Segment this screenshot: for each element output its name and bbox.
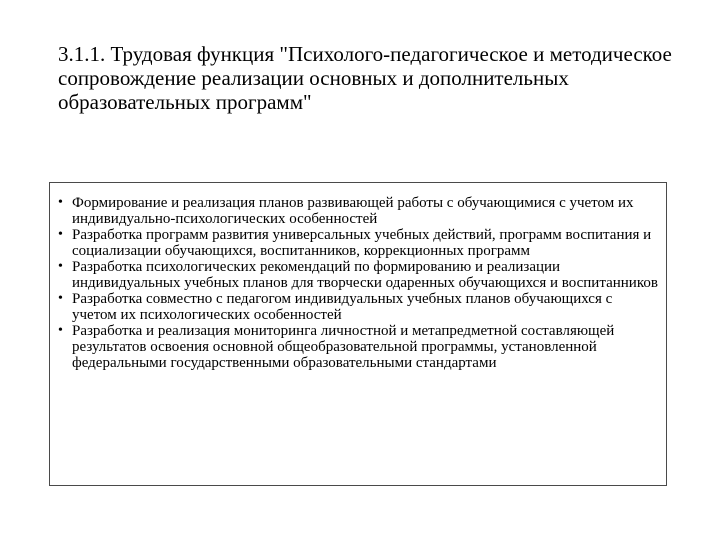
bullet-item-1: • Формирование и реализация планов развивающей работы с обучающимися с учетом их индивидуально-психологических особенностей	[58, 195, 660, 227]
slide-title: 3.1.1. Трудовая функция "Психолого-педагогическое и методическое сопровождение реализации основных и дополнительных образовательных программ"	[58, 42, 672, 114]
bullet-item-5: • Разработка и реализация мониторинга личностной и метапредметной составляющей результатов освоения основной общеобразовательной программы, установленной федеральными государственными образовательными стандартами	[58, 323, 660, 371]
bullet-item-3: • Разработка психологических рекомендаций по формированию и реализации индивидуальных учебных планов для творчески одаренных обучающихся и воспитанников	[58, 259, 660, 291]
bullet-item-4: • Разработка совместно с педагогом индивидуальных учебных планов обучающихся с учетом их психологических особенностей	[58, 291, 660, 323]
bullet-item-2: • Разработка программ развития универсальных учебных действий, программ воспитания и социализации обучающихся, воспитанников, коррекционных программ	[58, 227, 660, 259]
bullet-list	[58, 195, 660, 371]
content-box	[49, 182, 667, 486]
